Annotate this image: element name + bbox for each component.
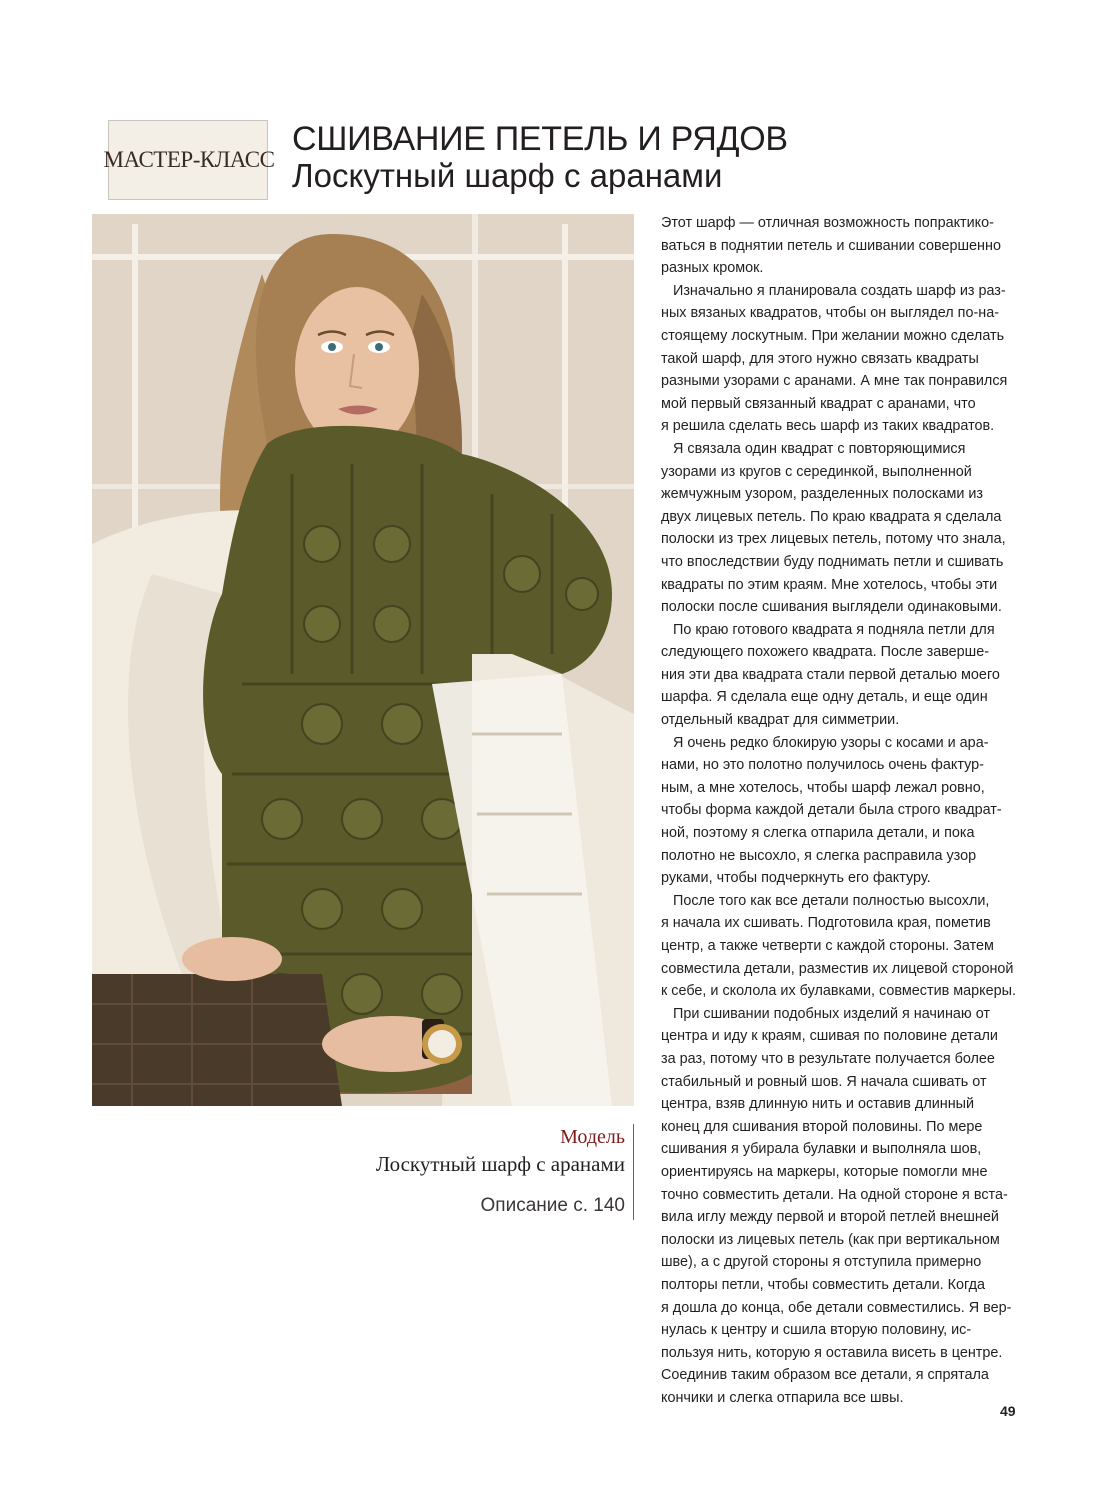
- body-line: Изначально я планировала создать шарф из раз-: [661, 282, 1006, 299]
- body-line: полоски из трех лицевых петель, потому что знала,: [661, 531, 1006, 548]
- body-line: ной, поэтому я слегка отпарила детали, и пока: [661, 825, 975, 842]
- model-photo-illustration: [92, 214, 634, 1106]
- body-line: такой шарф, для этого нужно связать квадраты: [661, 350, 979, 367]
- body-line: я решила сделать весь шарф из таких квадратов.: [661, 418, 995, 435]
- body-line: точно совместить детали. На одной стороне я вста-: [661, 1186, 1008, 1203]
- body-line: нами, но это полотно получилось очень фактур-: [661, 757, 984, 774]
- body-line: полоски из лицевых петель (как при вертикальном: [661, 1231, 1000, 1248]
- section-badge-label: МАСТЕР-КЛАСС: [103, 147, 275, 172]
- body-line: руками, чтобы подчеркнуть его фактуру.: [661, 870, 931, 887]
- body-line: ным, а мне хотелось, чтобы шарф лежал ровно,: [661, 779, 985, 796]
- body-line: чтобы форма каждой детали была строго квадрат-: [661, 802, 1002, 819]
- body-line: Этот шарф — отличная возможность попрактико-: [661, 215, 994, 231]
- body-line: отдельный квадрат для симметрии.: [661, 712, 900, 729]
- body-line: жемчужным узором, разделенных полосками из: [661, 486, 984, 503]
- body-line: Я очень редко блокирую узоры с косами и ара-: [661, 734, 989, 751]
- body-line: ния эти два квадрата стали первой деталью моего: [661, 666, 1000, 683]
- body-line: ваться в поднятии петель и сшивании совершенно: [661, 237, 1001, 254]
- body-line: После того как все детали полностью высохли,: [661, 892, 990, 909]
- caption-divider: [633, 1124, 634, 1220]
- page-number: 49: [1000, 1403, 1016, 1419]
- body-line: По краю готового квадрата я подняла петли для: [661, 621, 995, 638]
- caption-model-name: Лоскутный шарф с аранами: [375, 1152, 625, 1176]
- body-line: Соединив таким образом все детали, я спрятала: [661, 1367, 989, 1384]
- article-body: [661, 212, 1025, 1409]
- page-title: СШИВАНИЕ ПЕТЕЛЬ И РЯДОВ: [292, 120, 788, 158]
- body-line: полоски после сшивания выглядели одинаковыми.: [661, 599, 1002, 616]
- model-photo: [92, 214, 634, 1106]
- body-line: пользуя нить, которую я оставила висеть в центре.: [661, 1344, 1003, 1361]
- body-line: ных вязаных квадратов, чтобы он выглядел по-на-: [661, 305, 1000, 322]
- body-line: ориентируясь на маркеры, которые помогли мне: [661, 1163, 988, 1180]
- page-subtitle: Лоскутный шарф с аранами: [292, 157, 723, 194]
- body-line: за раз, потому что в результате получается более: [661, 1050, 995, 1067]
- body-line: мой первый связанный квадрат с аранами, что: [661, 395, 976, 412]
- body-line: что впоследствии буду поднимать петли и сшивать: [661, 553, 1004, 570]
- body-line: шве), а с другой стороны я отступила примерно: [661, 1254, 982, 1271]
- body-line: совместила детали, разместив их лицевой стороной: [661, 960, 1014, 977]
- body-line: шарфа. Я сделала еще одну деталь, и еще один: [661, 689, 988, 706]
- body-line: двух лицевых петель. По краю квадрата я сделала: [661, 508, 1002, 525]
- caption-description-ref: Описание с. 140: [480, 1195, 625, 1216]
- body-line: следующего похожего квадрата. После заверше-: [661, 644, 990, 661]
- body-line: стоящему лоскутным. При желании можно сделать: [661, 327, 1005, 344]
- caption-label: Модель: [560, 1126, 625, 1148]
- body-line: Я связала один квадрат с повторяющимися: [661, 440, 966, 457]
- body-line: нулась к центру и сшила вторую половину, ис-: [661, 1322, 972, 1339]
- body-line: конец для сшивания второй половины. По мере: [661, 1118, 983, 1135]
- body-line: я дошла до конца, обе детали совместились. Я вер-: [661, 1299, 1012, 1316]
- body-line: центра и иду к краям, сшивая по половине детали: [661, 1028, 998, 1045]
- body-line: центра, взяв длинную нить и оставив длинный: [661, 1096, 975, 1113]
- body-line: разными узорами с аранами. А мне так понравился: [661, 373, 1008, 390]
- body-line: к себе, и сколола их булавками, совместив маркеры.: [661, 983, 1016, 1000]
- body-line: центр, а также четверти с каждой стороны. Затем: [661, 938, 994, 954]
- body-line: разных кромок.: [661, 260, 764, 277]
- body-line: стабильный и ровный шов. Я начала сшивать от: [661, 1073, 987, 1090]
- body-line: полотно не высохло, я слегка расправила узор: [661, 847, 977, 864]
- body-line: При сшивании подобных изделий я начинаю от: [661, 1005, 990, 1022]
- body-line: кончики и слегка отпарила все швы.: [661, 1389, 904, 1406]
- body-line: вила иглу между первой и второй петлей внешней: [661, 1209, 999, 1226]
- body-line: сшивания я убирала булавки и выполняла шов,: [661, 1141, 982, 1158]
- body-line: узорами из кругов с серединкой, выполненной: [661, 463, 972, 480]
- body-line: квадраты по этим краям. Мне хотелось, чтобы эти: [661, 576, 998, 593]
- body-line: полторы петли, чтобы совместить детали. Когда: [661, 1276, 986, 1293]
- body-line: я начала их сшивать. Подготовила края, пометив: [661, 915, 991, 932]
